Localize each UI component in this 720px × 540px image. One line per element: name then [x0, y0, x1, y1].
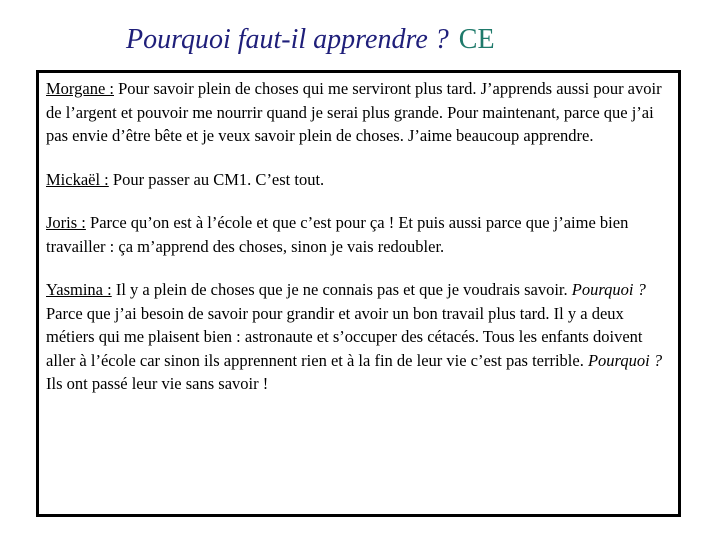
answer-text: Il y a plein de choses que je ne connais pas et que je voudrais savoir.	[115, 280, 568, 299]
title-question: Pourquoi faut-il apprendre ?	[126, 24, 449, 55]
question-prompt: Pourquoi ?	[587, 350, 663, 370]
page-title	[126, 22, 495, 58]
answer-yasmina	[46, 278, 674, 396]
answer-text: Pour passer au CM1. C’est tout.	[112, 169, 325, 189]
answer-mickael	[46, 168, 674, 192]
student-name: Joris :	[46, 213, 86, 232]
answer-text: Pour savoir plein de choses qui me serviront plus tard. J’apprends aussi pour avoir de l’argent et pouvoir me nourrir quand je serai plus grande. Pour maintenant, parce que j’ai pas envie d’être bête et je veux savoir plein de choses. J’aime beaucoup apprendre.	[46, 79, 662, 145]
answer-joris	[46, 211, 674, 258]
answer-text: Ils ont passé leur vie sans savoir !	[46, 374, 269, 393]
student-name: Yasmina :	[46, 280, 112, 299]
question-prompt: Pourquoi ?	[571, 280, 646, 299]
answer-morgane	[46, 77, 674, 148]
answer-text: Parce que j’ai besoin de savoir pour grandir et avoir un bon travail plus tard. Il y a deux métiers qui me plaisent bien : astronaute et s’occuper des cétacés. Tous les enfants doivent aller à l’école car sinon ils apprennent rien et à la fin de leur vie c’est pas terrible.	[46, 303, 643, 370]
answer-text: Parce qu’on est à l’école et que c’est pour ça ! Et puis aussi parce que j’aime bien travailler : ça m’apprend des choses, sinon je vais redoubler.	[46, 213, 629, 256]
class-level: CE	[458, 24, 495, 55]
answers-box	[36, 70, 681, 517]
student-name: Morgane :	[46, 79, 114, 98]
student-name: Mickaël :	[46, 169, 109, 189]
